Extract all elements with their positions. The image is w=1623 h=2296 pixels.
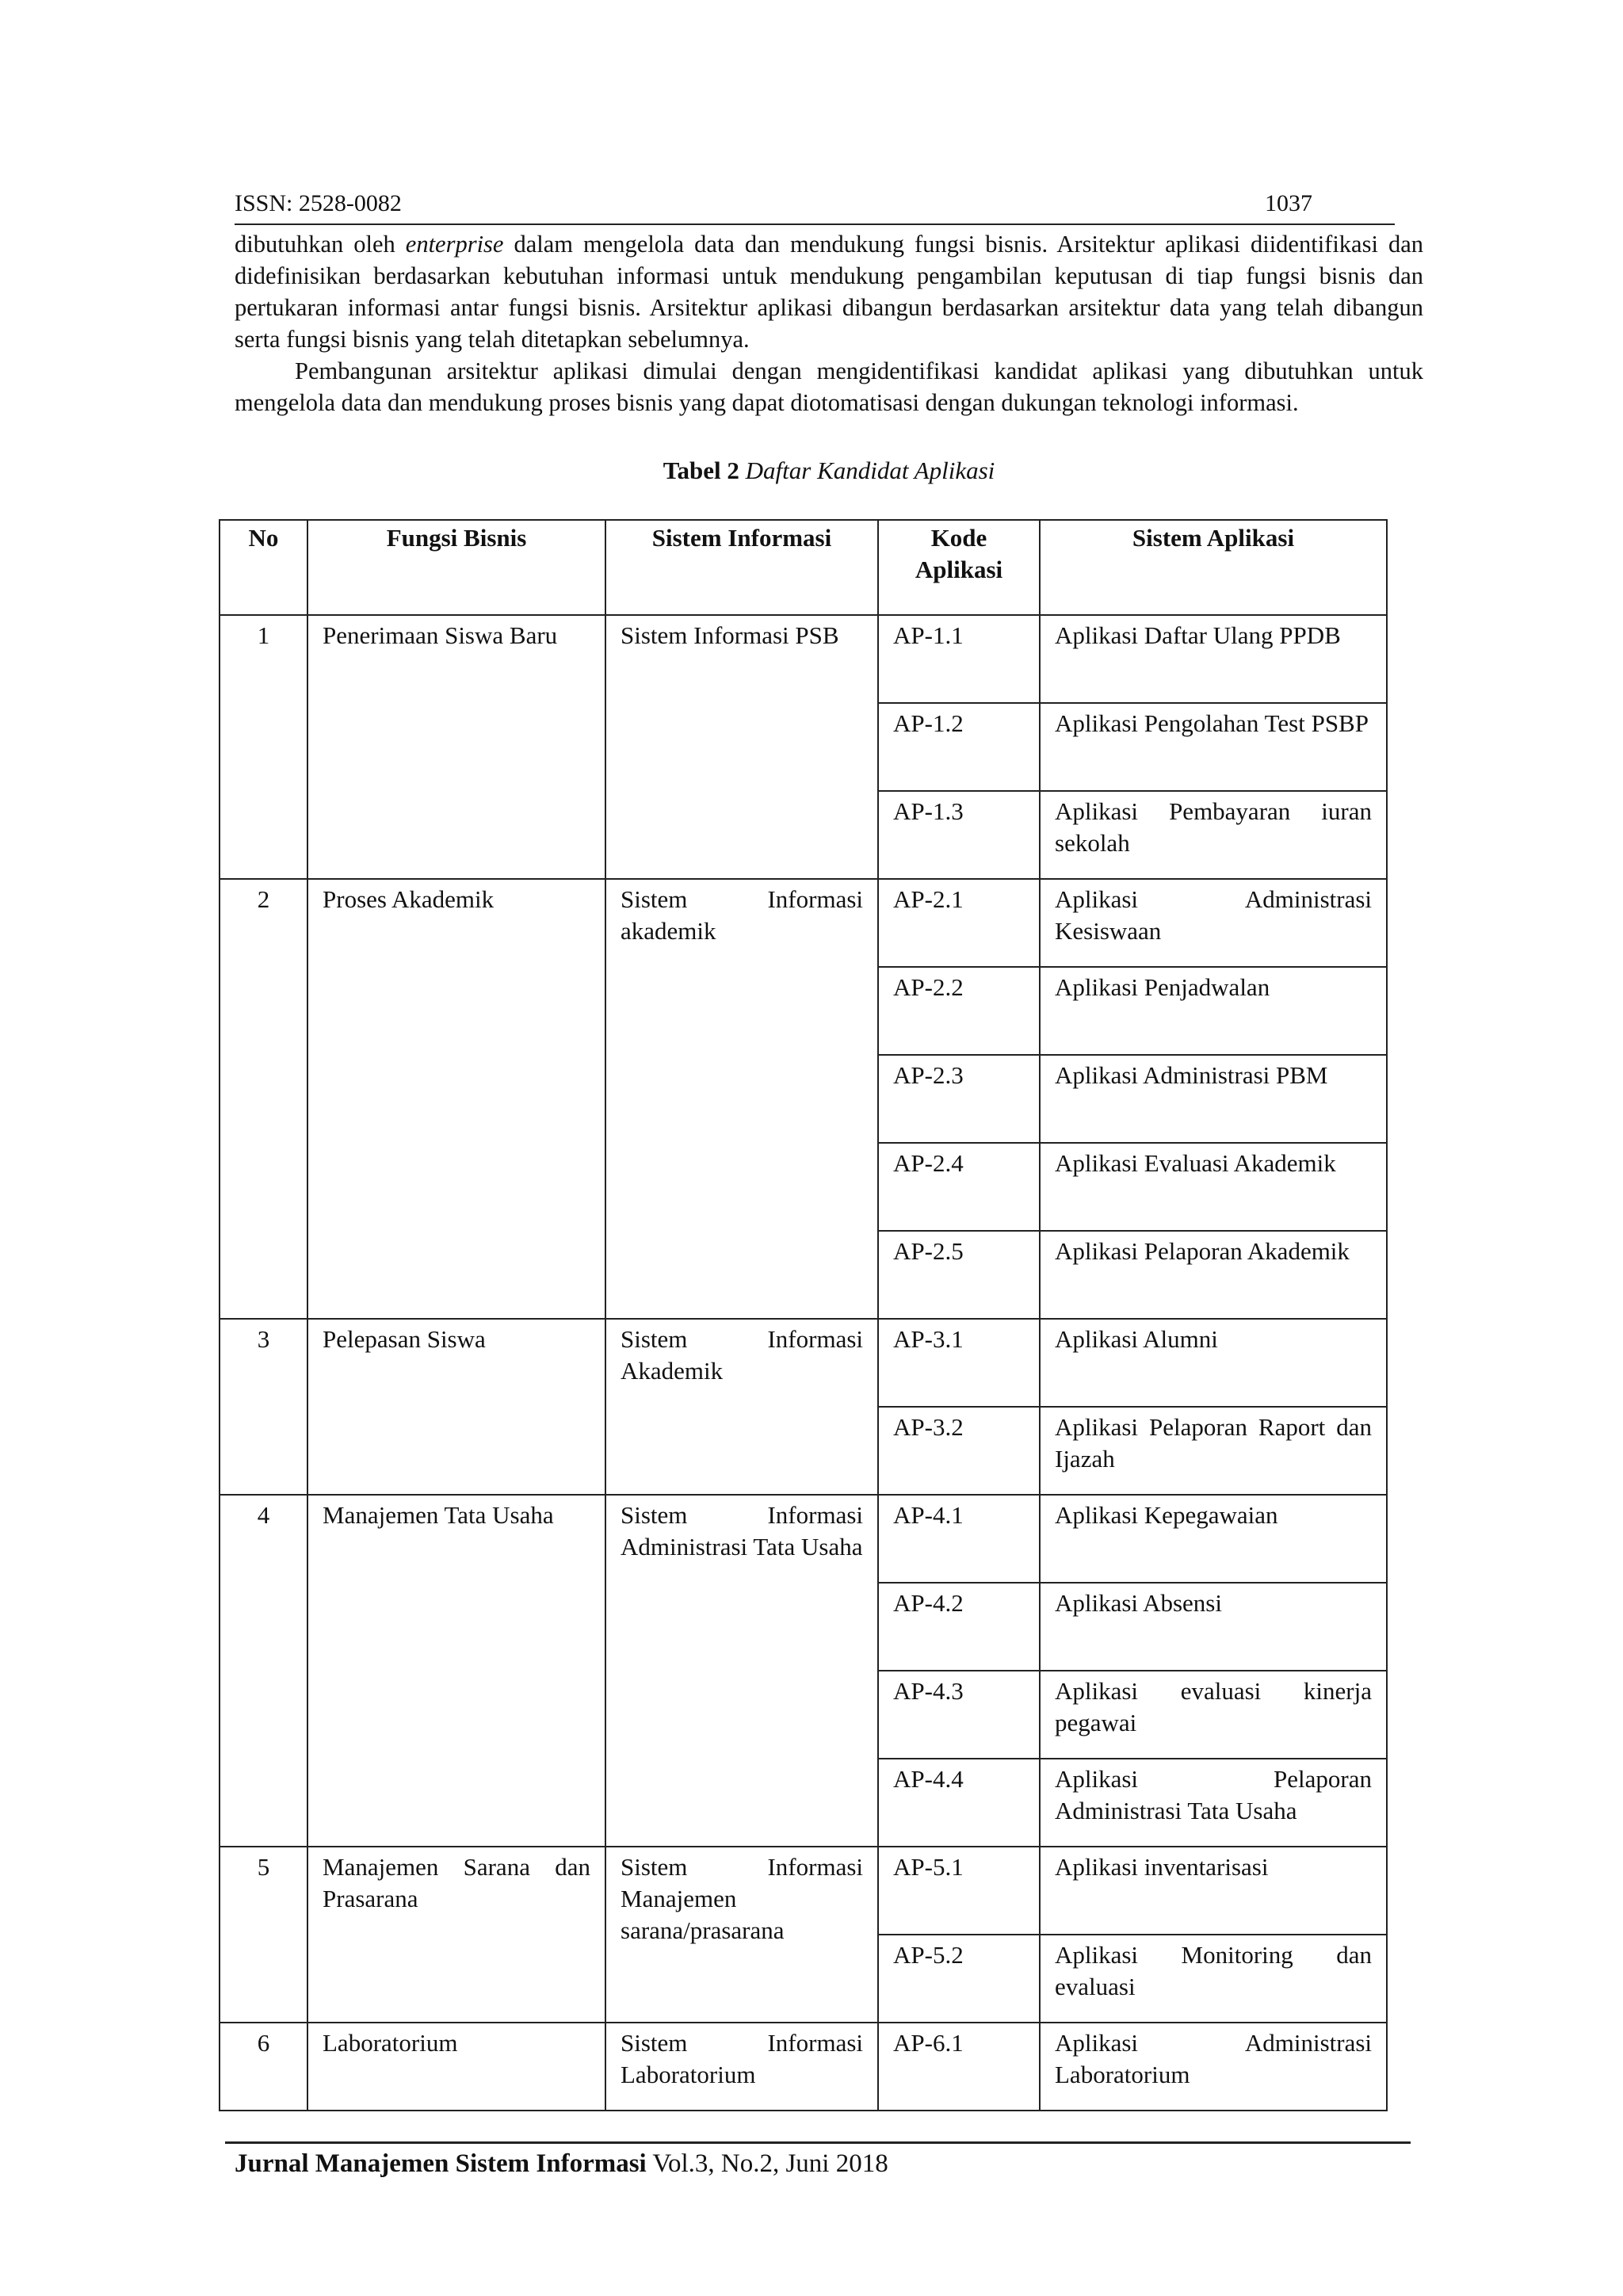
header-sistem-informasi: Sistem Informasi xyxy=(605,520,878,615)
table-body xyxy=(220,615,1387,2111)
cell-sistem-informasi: Sistem Informasi Laboratorium xyxy=(605,2023,878,2111)
cell-kode-aplikasi: AP-4.4 xyxy=(878,1759,1040,1847)
page-number: 1037 xyxy=(1265,190,1312,216)
paragraph-2: Pembangunan arsitektur aplikasi dimulai dengan mengidentifikasi kandidat aplikasi yang dibutuhkan untuk mengelola data dan mendukung proses bisnis yang dapat diotomatisasi dengan dukungan teknologi informasi. xyxy=(235,357,1423,416)
cell-sistem-aplikasi: Aplikasi inventarisasi xyxy=(1040,1847,1387,1935)
cell-kode-aplikasi: AP-2.4 xyxy=(878,1143,1040,1231)
table-header-row xyxy=(220,520,1387,615)
cell-sistem-aplikasi: Aplikasi Administrasi Kesiswaan xyxy=(1040,879,1387,967)
cell-sistem-aplikasi: Aplikasi Pelaporan Administrasi Tata Usaha xyxy=(1040,1759,1387,1847)
cell-sistem-informasi: Sistem Informasi Akademik xyxy=(605,1319,878,1495)
table-row xyxy=(220,1495,1387,1583)
cell-kode-aplikasi: AP-4.3 xyxy=(878,1671,1040,1759)
cell-fungsi-bisnis: Penerimaan Siswa Baru xyxy=(307,615,605,879)
cell-no: 5 xyxy=(220,1847,307,2023)
header-kode-aplikasi xyxy=(878,520,1040,615)
cell-fungsi-bisnis: Laboratorium xyxy=(307,2023,605,2111)
cell-kode-aplikasi: AP-2.3 xyxy=(878,1055,1040,1143)
footer-divider xyxy=(225,2141,1411,2144)
cell-kode-aplikasi: AP-4.2 xyxy=(878,1583,1040,1671)
issn-label: ISSN: 2528-0082 xyxy=(235,190,402,216)
body-text xyxy=(235,228,1423,418)
cell-sistem-informasi: Sistem Informasi Administrasi Tata Usaha xyxy=(605,1495,878,1847)
cell-kode-aplikasi: AP-2.1 xyxy=(878,879,1040,967)
paragraph-1-text-b: dalam mengelola data dan mendukung fungsi bisnis. Arsitektur aplikasi diidentifikasi dan didefinisikan berdasarkan kebutuhan informasi untuk mendukung pengambilan keputusan di tiap fungsi bisnis dan pertukaran informasi antar fungsi bisnis. Arsitektur aplikasi dibangun berdasarkan arsitektur data yang telah dibangun serta fungsi bisnis yang telah ditetapkan sebelumnya. xyxy=(235,231,1423,353)
paragraph-1-text-a: dibutuhkan oleh xyxy=(235,231,406,258)
cell-sistem-aplikasi: Aplikasi Pelaporan Akademik xyxy=(1040,1231,1387,1319)
table-row xyxy=(220,1847,1387,1935)
cell-no: 3 xyxy=(220,1319,307,1495)
table-row xyxy=(220,615,1387,703)
cell-sistem-aplikasi: Aplikasi Pelaporan Raport dan Ijazah xyxy=(1040,1407,1387,1495)
header-kode-aplikasi-text: Kode Aplikasi xyxy=(915,524,1003,583)
cell-fungsi-bisnis: Proses Akademik xyxy=(307,879,605,1319)
cell-sistem-aplikasi: Aplikasi Pengolahan Test PSBP xyxy=(1040,703,1387,791)
cell-sistem-aplikasi: Aplikasi Monitoring dan evaluasi xyxy=(1040,1935,1387,2023)
header-no: No xyxy=(220,520,307,615)
cell-kode-aplikasi: AP-2.2 xyxy=(878,967,1040,1055)
cell-sistem-aplikasi: Aplikasi Absensi xyxy=(1040,1583,1387,1671)
cell-no: 2 xyxy=(220,879,307,1319)
cell-sistem-aplikasi: Aplikasi Administrasi Laboratorium xyxy=(1040,2023,1387,2111)
cell-sistem-informasi: Sistem Informasi PSB xyxy=(605,615,878,879)
cell-sistem-aplikasi: Aplikasi Alumni xyxy=(1040,1319,1387,1407)
cell-kode-aplikasi: AP-1.3 xyxy=(878,791,1040,879)
cell-sistem-aplikasi: Aplikasi Penjadwalan xyxy=(1040,967,1387,1055)
cell-sistem-aplikasi: Aplikasi Daftar Ulang PPDB xyxy=(1040,615,1387,703)
page-footer xyxy=(235,2149,888,2179)
cell-sistem-informasi: Sistem Informasi Manajemen sarana/prasarana xyxy=(605,1847,878,2023)
table-caption-label: Tabel 2 xyxy=(663,457,739,484)
cell-kode-aplikasi: AP-2.5 xyxy=(878,1231,1040,1319)
cell-kode-aplikasi: AP-3.2 xyxy=(878,1407,1040,1495)
header-sistem-aplikasi: Sistem Aplikasi xyxy=(1040,520,1387,615)
journal-title: Jurnal Manajemen Sistem Informasi xyxy=(235,2149,647,2178)
cell-kode-aplikasi: AP-1.1 xyxy=(878,615,1040,703)
journal-volume: Vol.3, No.2, Juni 2018 xyxy=(646,2149,888,2178)
cell-fungsi-bisnis: Pelepasan Siswa xyxy=(307,1319,605,1495)
cell-kode-aplikasi: AP-6.1 xyxy=(878,2023,1040,2111)
cell-sistem-aplikasi: Aplikasi Administrasi PBM xyxy=(1040,1055,1387,1143)
cell-sistem-aplikasi: Aplikasi Evaluasi Akademik xyxy=(1040,1143,1387,1231)
cell-kode-aplikasi: AP-1.2 xyxy=(878,703,1040,791)
table-caption-title: Daftar Kandidat Aplikasi xyxy=(739,457,995,484)
cell-kode-aplikasi: AP-5.2 xyxy=(878,1935,1040,2023)
cell-fungsi-bisnis: Manajemen Sarana dan Prasarana xyxy=(307,1847,605,2023)
cell-kode-aplikasi: AP-5.1 xyxy=(878,1847,1040,1935)
cell-sistem-aplikasi: Aplikasi Kepegawaian xyxy=(1040,1495,1387,1583)
cell-no: 1 xyxy=(220,615,307,879)
cell-sistem-informasi: Sistem Informasi akademik xyxy=(605,879,878,1319)
page-header xyxy=(235,190,1388,222)
cell-sistem-aplikasi: Aplikasi Pembayaran iuran sekolah xyxy=(1040,791,1387,879)
header-fungsi-bisnis: Fungsi Bisnis xyxy=(307,520,605,615)
table-row xyxy=(220,1319,1387,1407)
header-divider xyxy=(235,223,1395,225)
cell-fungsi-bisnis: Manajemen Tata Usaha xyxy=(307,1495,605,1847)
cell-sistem-aplikasi: Aplikasi evaluasi kinerja pegawai xyxy=(1040,1671,1387,1759)
cell-kode-aplikasi: AP-3.1 xyxy=(878,1319,1040,1407)
paragraph-1-italic-term: enterprise xyxy=(405,231,504,258)
table-caption xyxy=(235,457,1423,485)
application-candidates-table xyxy=(219,519,1388,2111)
paragraph-1 xyxy=(235,228,1423,355)
cell-no: 6 xyxy=(220,2023,307,2111)
table-row xyxy=(220,879,1387,967)
cell-no: 4 xyxy=(220,1495,307,1847)
cell-kode-aplikasi: AP-4.1 xyxy=(878,1495,1040,1583)
table-row xyxy=(220,2023,1387,2111)
